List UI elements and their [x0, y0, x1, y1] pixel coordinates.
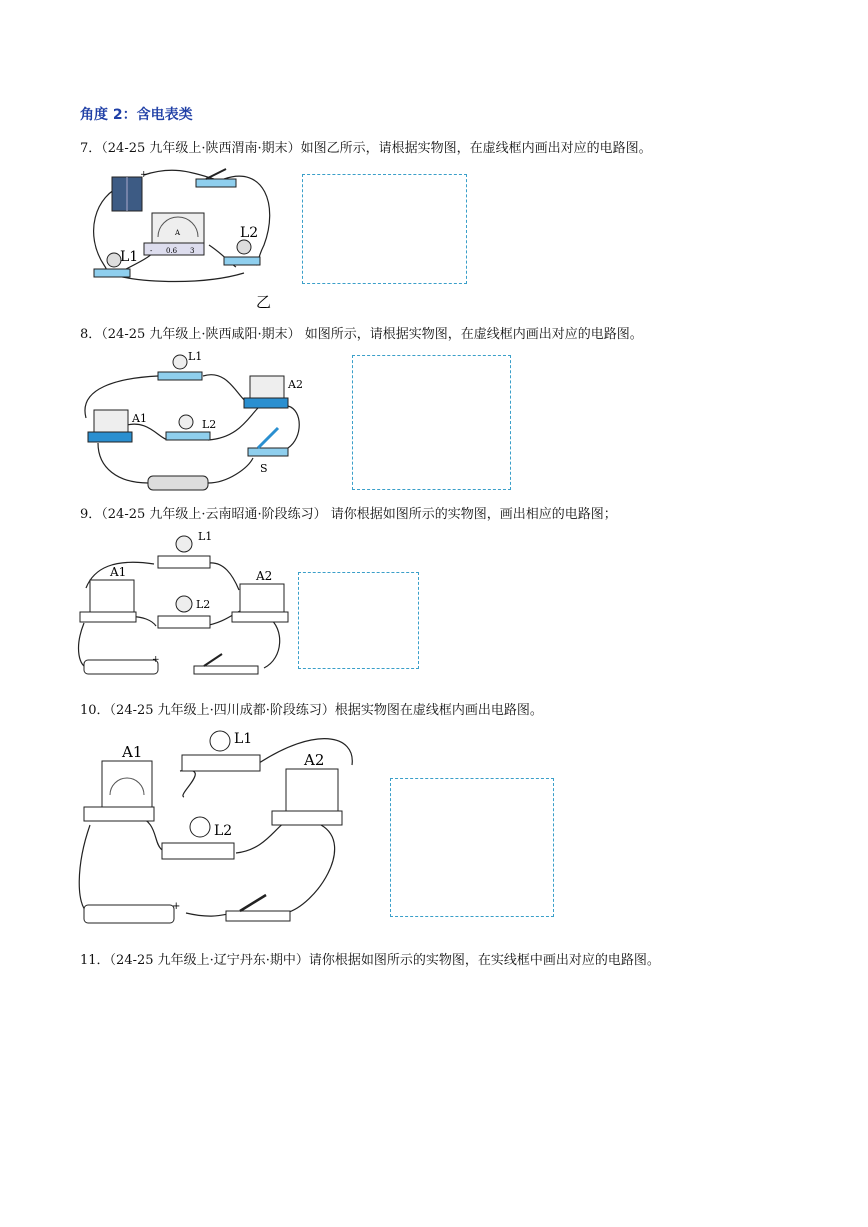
label-a2: A2 [304, 751, 325, 769]
battery [84, 660, 158, 674]
ammeter-a1 [90, 580, 134, 614]
switch [196, 179, 236, 187]
circuit-figure-10 [76, 725, 362, 935]
answer-box-7[interactable] [302, 174, 467, 284]
lamp-l1 [173, 355, 187, 369]
circuit-figure-8 [78, 348, 310, 498]
battery-plus-label: + [152, 655, 160, 665]
battery-plus-label: + [172, 901, 181, 912]
label-l2: L2 [214, 823, 233, 839]
lamp-l1 [107, 253, 121, 267]
answer-box-8[interactable] [352, 355, 511, 490]
label-s: S [260, 462, 268, 475]
question-number: 11． [80, 953, 110, 968]
lamp-l1 [176, 536, 192, 552]
meter-scale-small: 0.6 [166, 247, 178, 255]
circuit-figure-7 [84, 165, 284, 315]
label-a1: A1 [122, 743, 143, 761]
meter-scale-large: 3 [190, 247, 195, 255]
question-text: （24-25 九年级上·云南昭通·阶段练习） 请你根据如图所示的实物图，画出相应的电路图； [101, 507, 617, 522]
switch [226, 911, 290, 921]
label-l2: L2 [202, 418, 217, 431]
question-11 [80, 949, 660, 968]
label-a1: A1 [132, 412, 147, 425]
question-number: 10． [80, 703, 110, 718]
question-text: （24-25 九年级上·陕西咸阳·期末） 如图所示，请根据实物图，在虚线框内画出对应的电路图。 [101, 327, 643, 342]
battery [84, 905, 174, 923]
switch-s [248, 448, 288, 456]
label-l1: L1 [120, 249, 139, 265]
battery [148, 476, 208, 490]
question-number: 7． [80, 141, 102, 156]
lamp-l2 [179, 415, 193, 429]
label-a2: A2 [256, 569, 273, 583]
label-a2: A2 [288, 378, 303, 391]
ammeter-a2 [250, 376, 284, 400]
question-8 [80, 323, 643, 342]
label-l1: L1 [198, 530, 213, 543]
answer-box-10[interactable] [390, 778, 554, 917]
label-l2: L2 [196, 598, 211, 611]
label-a1: A1 [110, 565, 127, 579]
label-l1: L1 [188, 350, 203, 363]
meter-minus: - [150, 247, 153, 255]
question-number: 8． [80, 327, 102, 342]
question-9 [80, 503, 617, 522]
ammeter-unit: A [175, 229, 181, 237]
question-text: （24-25 九年级上·陕西渭南·期末）如图乙所示，请根据实物图，在虚线框内画出对应的电路图。 [101, 141, 652, 156]
ammeter-a2 [240, 584, 284, 614]
lamp-l2 [190, 817, 210, 837]
circuit-figure-9 [74, 528, 294, 686]
lamp-l2 [176, 596, 192, 612]
question-text: （24-25 九年级上·四川成都·阶段练习）根据实物图在虚线框内画出电路图。 [109, 703, 543, 718]
figure-caption: 乙 [256, 293, 272, 311]
lamp-l1 [210, 731, 230, 751]
ammeter-a1 [102, 761, 152, 809]
ammeter-a1 [94, 410, 128, 434]
label-l2: L2 [240, 225, 259, 241]
question-text: （24-25 九年级上·辽宁丹东·期中）请你根据如图所示的实物图，在实线框中画出对应的电路图。 [109, 953, 660, 968]
question-number: 9． [80, 507, 102, 522]
section-title: 角度 2：含电表类 [80, 107, 193, 123]
battery-plus-label: + [140, 170, 148, 180]
switch [194, 666, 258, 674]
answer-box-9[interactable] [298, 572, 419, 669]
ammeter-a2 [286, 769, 338, 813]
lamp-l2 [237, 240, 251, 254]
label-l1: L1 [234, 731, 253, 747]
question-10 [80, 699, 543, 718]
question-7 [80, 137, 652, 156]
